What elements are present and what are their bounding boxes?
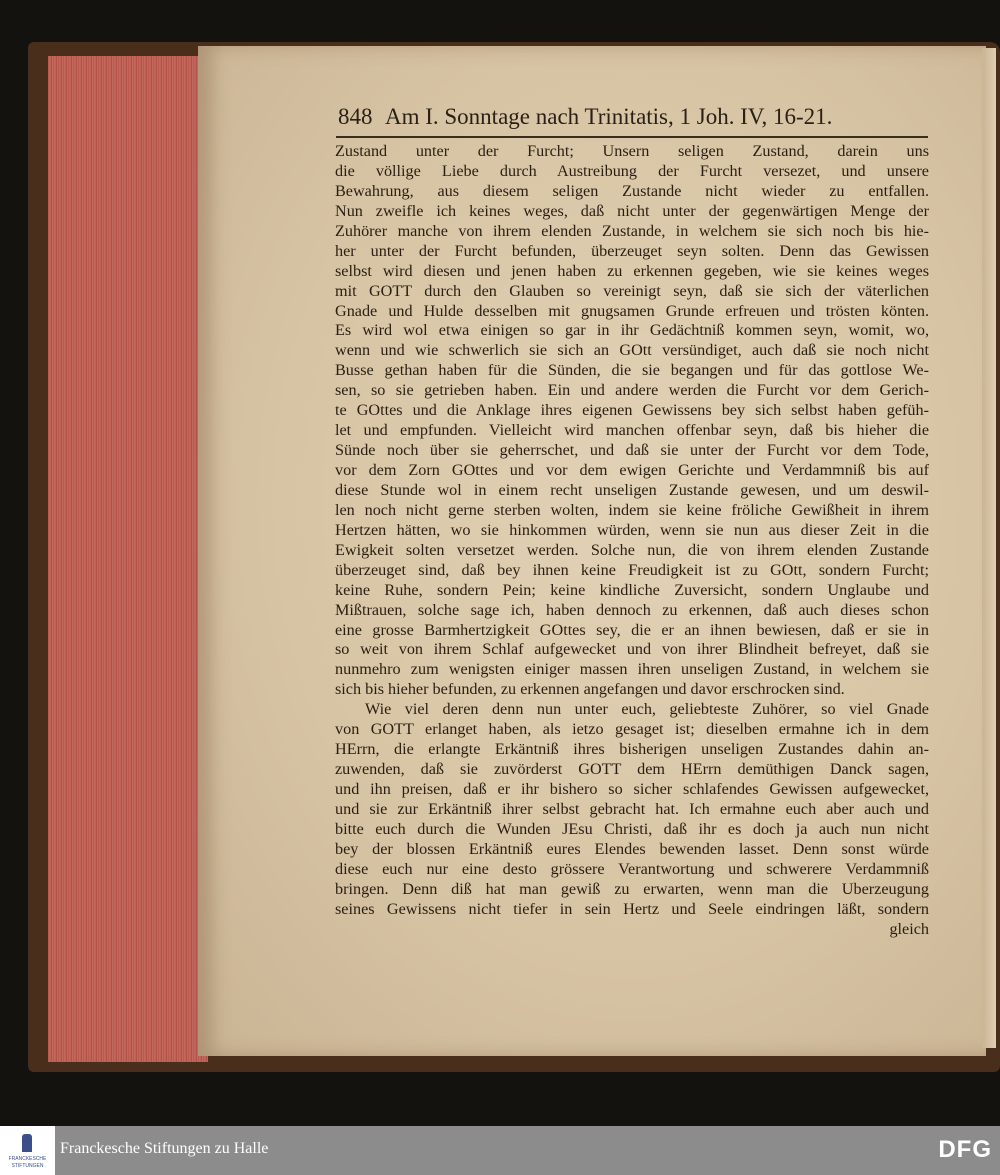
- text-line: Nun zweifle ich keines weges, daß nicht unter der gegenwärtigen Menge der: [335, 201, 929, 220]
- running-title: Am I. Sonntage nach Trinitatis, 1 Joh. IV, 16-21.: [384, 104, 833, 129]
- text-line: Zustand unter der Furcht; Unsern seligen Zustand, darein uns: [335, 142, 929, 160]
- text-line: Mißtrauen, solche sage ich, haben dennoch zu erkennen, daß auch dieses schon: [335, 600, 929, 619]
- logo-text-2: STIFTUNGEN: [11, 1163, 44, 1169]
- logo-text: FRANCKESCHE: [8, 1156, 47, 1162]
- orphanage-icon: [22, 1134, 32, 1152]
- text-line: seines Gewissens nicht tiefer in sein Hertz und Seele eindringen läßt, sondern: [335, 899, 929, 918]
- text-line: keine Ruhe, sondern Pein; keine kindliche Zuversicht, sondern Unglaube und: [335, 580, 929, 599]
- text-line: überzeuget sind, daß bey ihnen keine Freudigkeit ist zu GOtt, sondern Furcht;: [335, 560, 929, 579]
- viewer-footer: [0, 1126, 1000, 1175]
- text-line: und sie zur Erkäntniß ihrer selbst gebracht hat. Ich ermahne euch aber auch und: [335, 799, 929, 818]
- text-line: so weit von ihrem Schlaf aufgewecket und von ihrer Blindheit befreyet, daß sie: [335, 640, 929, 659]
- text-line: zuwenden, daß sie zuvörderst GOTT dem HErrn demüthigen Danck sagen,: [335, 760, 929, 779]
- text-line: Ewigkeit solten versetzet werden. Solche nun, die von ihrem elenden Zustande: [335, 540, 929, 559]
- text-line: gleich: [889, 919, 929, 938]
- text-line: wenn und wie schwerlich sie sich an GOtt versündiget, auch daß sie noch nicht: [335, 341, 929, 360]
- text-line: Wie viel deren denn nun unter euch, geliebteste Zuhörer, so viel Gnade: [365, 700, 929, 719]
- text-line: von GOTT erlanget haben, als ietzo gesaget ist; dieselben ermahne ich in dem: [335, 720, 929, 739]
- institution-name: Franckesche Stiftungen zu Halle: [60, 1140, 269, 1157]
- text-line: Es wird wol etwa einigen so gar in ihr Gedächtniß kommen seyn, womit, wo,: [335, 321, 929, 340]
- text-line: Zuhörer manche von ihrem elenden Zustande, in welchem sie sich noch bis hie-: [335, 221, 929, 240]
- dfg-logo[interactable]: DFG: [938, 1136, 992, 1163]
- text-line: Gnade und Hulde desselben mit gnugsamen Grunde erfreuen und trösten könten.: [335, 301, 929, 320]
- text-line: diese Stunde wol in einem recht unseligen Zustande gewesen, und um deswil-: [335, 480, 929, 499]
- text-line: Hertzen hätten, wo sie hinkommen würden, wenn sie nun aus dieser Zeit in die: [335, 520, 929, 539]
- text-line: eine grosse Barmhertzigkeit GOttes sey, die er an ihnen bewiesen, daß er sie in: [335, 620, 929, 639]
- text-line: bey der blossen Erkäntniß eures Elendes bewenden lasset. Denn sonst würde: [335, 839, 929, 858]
- text-line: Bewahrung, aus diesem seligen Zustande nicht wieder zu entfallen.: [335, 181, 929, 200]
- header-rule: [336, 136, 928, 138]
- text-line: selbst wird diesen und jenen haben zu erkennen gegeben, wie sie keines weges: [335, 261, 929, 280]
- text-line: bringen. Denn diß hat man gewiß zu erwarten, wenn man die Uberzeugung: [335, 879, 929, 898]
- text-line: mit GOTT durch den Glauben so vereinigt seyn, daß sie sich der väterlichen: [335, 281, 929, 300]
- text-line: her unter der Furcht befunden, überzeuget seyn solten. Denn das Gewissen: [335, 241, 929, 260]
- text-line: Busse gethan haben für die Sünden, die sie begangen und für das gottlose We-: [335, 361, 929, 380]
- text-line: sen, so sie getrieben haben. Ein und andere werden die Furcht vor dem Gerich-: [335, 381, 929, 400]
- text-line: HErrn, die erlangte Erkäntniß ihres bisherigen unseligen Zustandes dahin an-: [335, 740, 929, 759]
- text-line: te GOttes und die Anklage ihres eigenen Gewissens bey sich selbst haben gefüh-: [335, 401, 929, 420]
- right-page-edge: [982, 48, 996, 1048]
- text-line: sich bis hieher befunden, zu erkennen angefangen und davor erschrocken sind.: [335, 680, 845, 699]
- institution-logo[interactable]: [0, 1126, 55, 1175]
- page-number: 848: [338, 104, 373, 129]
- text-line: Sünde noch über sie geherrschet, und daß sie unter der Furcht vor dem Tode,: [335, 441, 929, 460]
- text-line: und ihn preisen, daß er ihr bishero so sicher schlafendes Gewissen aufgewecket,: [335, 780, 929, 798]
- page-header: [338, 104, 928, 130]
- text-line: bitte euch durch die Wunden JEsu Christi, daß ihr es doch ja auch nun nicht: [335, 819, 929, 838]
- text-line: len noch nicht gerne sterben wolten, indem sie keine fröliche Gewißheit in ihrem: [335, 500, 929, 519]
- text-line: diese euch nur eine desto grössere Verantwortung und schwerere Verdammniß: [335, 859, 929, 878]
- body-text: [335, 142, 929, 940]
- text-line: die völlige Liebe durch Austreibung der Furcht versezet, und unsere: [335, 161, 929, 180]
- text-line: nunmehro zum wenigsten einiger massen ihren unseligen Zustand, in welchem sie: [335, 660, 929, 679]
- text-line: let und empfunden. Vielleicht wird manchen offenbar seyn, daß bis hieher die: [335, 421, 929, 440]
- page-edges: [48, 56, 208, 1062]
- text-line: vor dem Zorn GOttes und vor dem ewigen Gerichte und Verdammniß bis auf: [335, 461, 929, 479]
